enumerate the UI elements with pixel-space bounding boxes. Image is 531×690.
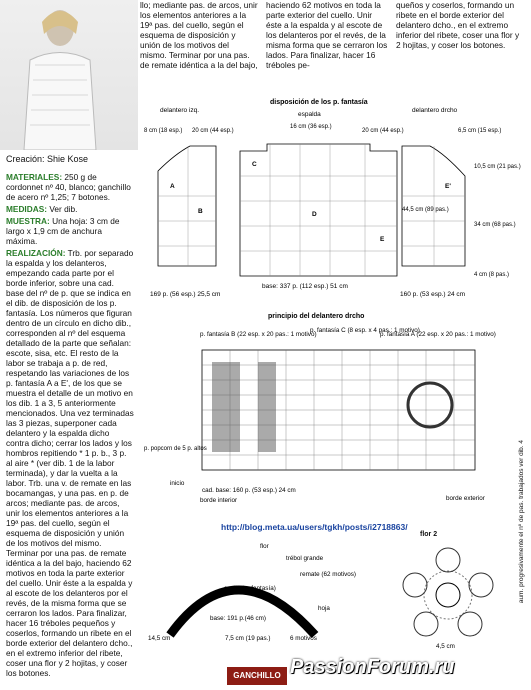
chart-title: principio del delantero drcho [268, 313, 365, 320]
side-dim: 44,5 cm (89 pas.) [402, 207, 449, 213]
outer-edge: borde exterior [446, 495, 485, 502]
chart-label: p. fantasía A (22 esp. x 20 pas.: 1 motivo) [380, 331, 496, 338]
chart-label: p. fantasía B (22 esp. x 20 pas.: 1 motivo) [200, 331, 317, 338]
collar-width: 14,5 cm [148, 635, 171, 642]
side-dim: 34 cm (68 pas.) [474, 222, 516, 228]
instructions-heading: REALIZACIÓN: [6, 248, 66, 258]
materials-text: 250 g de cordonnet nº 40, blanco; ganchillo de acero nº 1,25; 7 botones. [6, 172, 131, 202]
base-right-label: 160 p. (53 esp.) 24 cm [400, 291, 466, 298]
center-piece-label: espalda [298, 111, 321, 118]
base-center-label: base: 337 p. (112 esp.) 51 cm [262, 283, 348, 290]
instructions-text: Trb. por separado la espalda y los delanteros, empezando cada parte por el borde inferior, sobre una cad. base del nº de p. que se indica en el dib. de disposición de los p. fantasía. Los números que figuran dentro de un círculo en dicho dib., corresponden al nº del esquema detallado de la parte que señalan: escote, sisa, etc. El resto de la labor se trabaja a p. de red, respetando las variaciones de los p. fantasía A a E', de los que se muestra el detalle de un motivo en los dib. 1 a 3, 5 anteriormente mencionados. Una vez terminadas las 3 piezas, superponer cada delantero y la espalda dicho contra dicho; cerrar los lados y los hombros repitiendo * 1 p. b., 3 p. al aire * (ver dib. 1 de la labor terminada), y dar la vuelta a la labor. Trb. una v. de remate en las bocamangas, y una pas. en p. de arcos; mediante pas. de arcos, unir los elementos anteriores a la 19ª pas. del cuello, según el esquema de disposición y unión de los motivos del mismo. Terminar por una pas. de remate idéntica a la del bajo, haciendo 62 motivos en toda la parte exterior del cuello. Unir éste a la espalda y al escote de los delanteros por el revés, de la misma forma que se cerraron los lados. Para finalizar, hacer 16 tréboles pequeños y coserlos, formando un ribete en el borde exterior del delantero dcho., en el extremo inferior del ribete, coser una flor y 2 hojitas, y coser los botones. [6, 248, 134, 678]
model-silhouette [0, 0, 138, 150]
layout-title: disposición de los p. fantasía [270, 99, 368, 106]
watermark: PassionForum.ru [290, 656, 455, 678]
top-dim: 20 cm (44 esp.) [192, 128, 234, 134]
inner-edge: borde interior [200, 497, 238, 504]
collar-label: cuello (p. fantasía) [224, 585, 276, 592]
top-text-1: llo; mediante pas. de arcos, unir los elementos anteriores a la 19ª pas. del cuello, según el esquema de disposición y unión de los motivos del mismo. Terminar por una pas. de remate idéntica a la del bajo, [140, 0, 258, 70]
top-dim: 8 cm (18 esp.) [144, 128, 183, 134]
pattern-letter: A [170, 183, 175, 190]
legend-popcorn: p. popcorn de 5 p. altos [144, 446, 207, 452]
flower-diagram [378, 540, 518, 650]
materials-heading: MATERIALES: [6, 172, 63, 182]
collar-base: base: 191 p.(46 cm) [210, 615, 267, 622]
top-text-2: haciendo 62 motivos en toda la parte exterior del cuello. Unir éste a la espalda y al escote de los delanteros por el revés, de la misma forma que se cerraron los lados. Para finalizar, hacer 16 tréboles pe- [266, 0, 388, 70]
flower-label: flor [260, 543, 269, 550]
pattern-letter: C [252, 161, 257, 168]
collar-depth: 7,5 cm (19 pas.) [225, 635, 271, 642]
top-dim: 6,5 cm (15 esp.) [458, 128, 502, 134]
base-left-label: 169 p. (56 esp.) 25,5 cm [150, 291, 221, 298]
pattern-letter: E' [445, 183, 451, 190]
side-dim: 4 cm (8 pas.) [474, 272, 510, 278]
instructions-column [6, 172, 134, 680]
leaf-label: hoja [318, 605, 330, 612]
sizes-heading: MEDIDAS: [6, 204, 48, 214]
side-dim: 10,5 cm (21 pas.) [474, 164, 521, 170]
pattern-letter: D [312, 211, 317, 218]
right-piece-label: delantero drcho [412, 107, 458, 114]
flower-title: flor 2 [420, 531, 438, 538]
layout-diagram [140, 96, 530, 306]
chart-label: p. fantasía C (8 esp. x 4 pas.: 1 motivo) [310, 327, 420, 334]
collar-diagram [140, 540, 360, 660]
top-dim: 16 cm (36 esp.) [290, 124, 332, 130]
crochet-chart [140, 310, 510, 515]
brand-logo: GANCHILLO [227, 667, 287, 685]
clover-label: trébol grande [286, 555, 324, 562]
pattern-letter: E [380, 236, 385, 243]
top-dim: 20 cm (44 esp.) [362, 128, 404, 134]
pattern-letter: B [198, 208, 203, 215]
chart-start: inicio [170, 480, 185, 487]
motif-count: 6 motivos [290, 635, 317, 642]
sizes-text: Ver dib. [49, 204, 78, 214]
design-credit: Creación: Shie Kose [6, 154, 89, 164]
gauge-heading: MUESTRA: [6, 216, 50, 226]
chart-base: cad. base: 160 p. (53 esp.) 24 cm [202, 487, 296, 494]
top-text-3: queños y coserlos, formando un ribete en el borde exterior del delantero dcho., en el extremo inferior del ribete, coser una flor y 2 hojitas, y coser los botones. [396, 0, 520, 50]
gauge-text: Una hoja: 3 cm de largo x 1,9 cm de anchura máxima. [6, 216, 120, 246]
left-piece-label: delantero izq. [160, 107, 200, 114]
flower-size: 4,5 cm [436, 643, 455, 650]
source-url[interactable]: http://blog.meta.ua/users/tgkh/posts/i2718863/ [221, 522, 408, 532]
edging-label: remate (62 motivos) [300, 571, 356, 578]
chart-rotated-note: aum. progresivamente el nº de pas. trabajados ver dib. 4 [518, 440, 525, 604]
model-photo [0, 0, 138, 150]
